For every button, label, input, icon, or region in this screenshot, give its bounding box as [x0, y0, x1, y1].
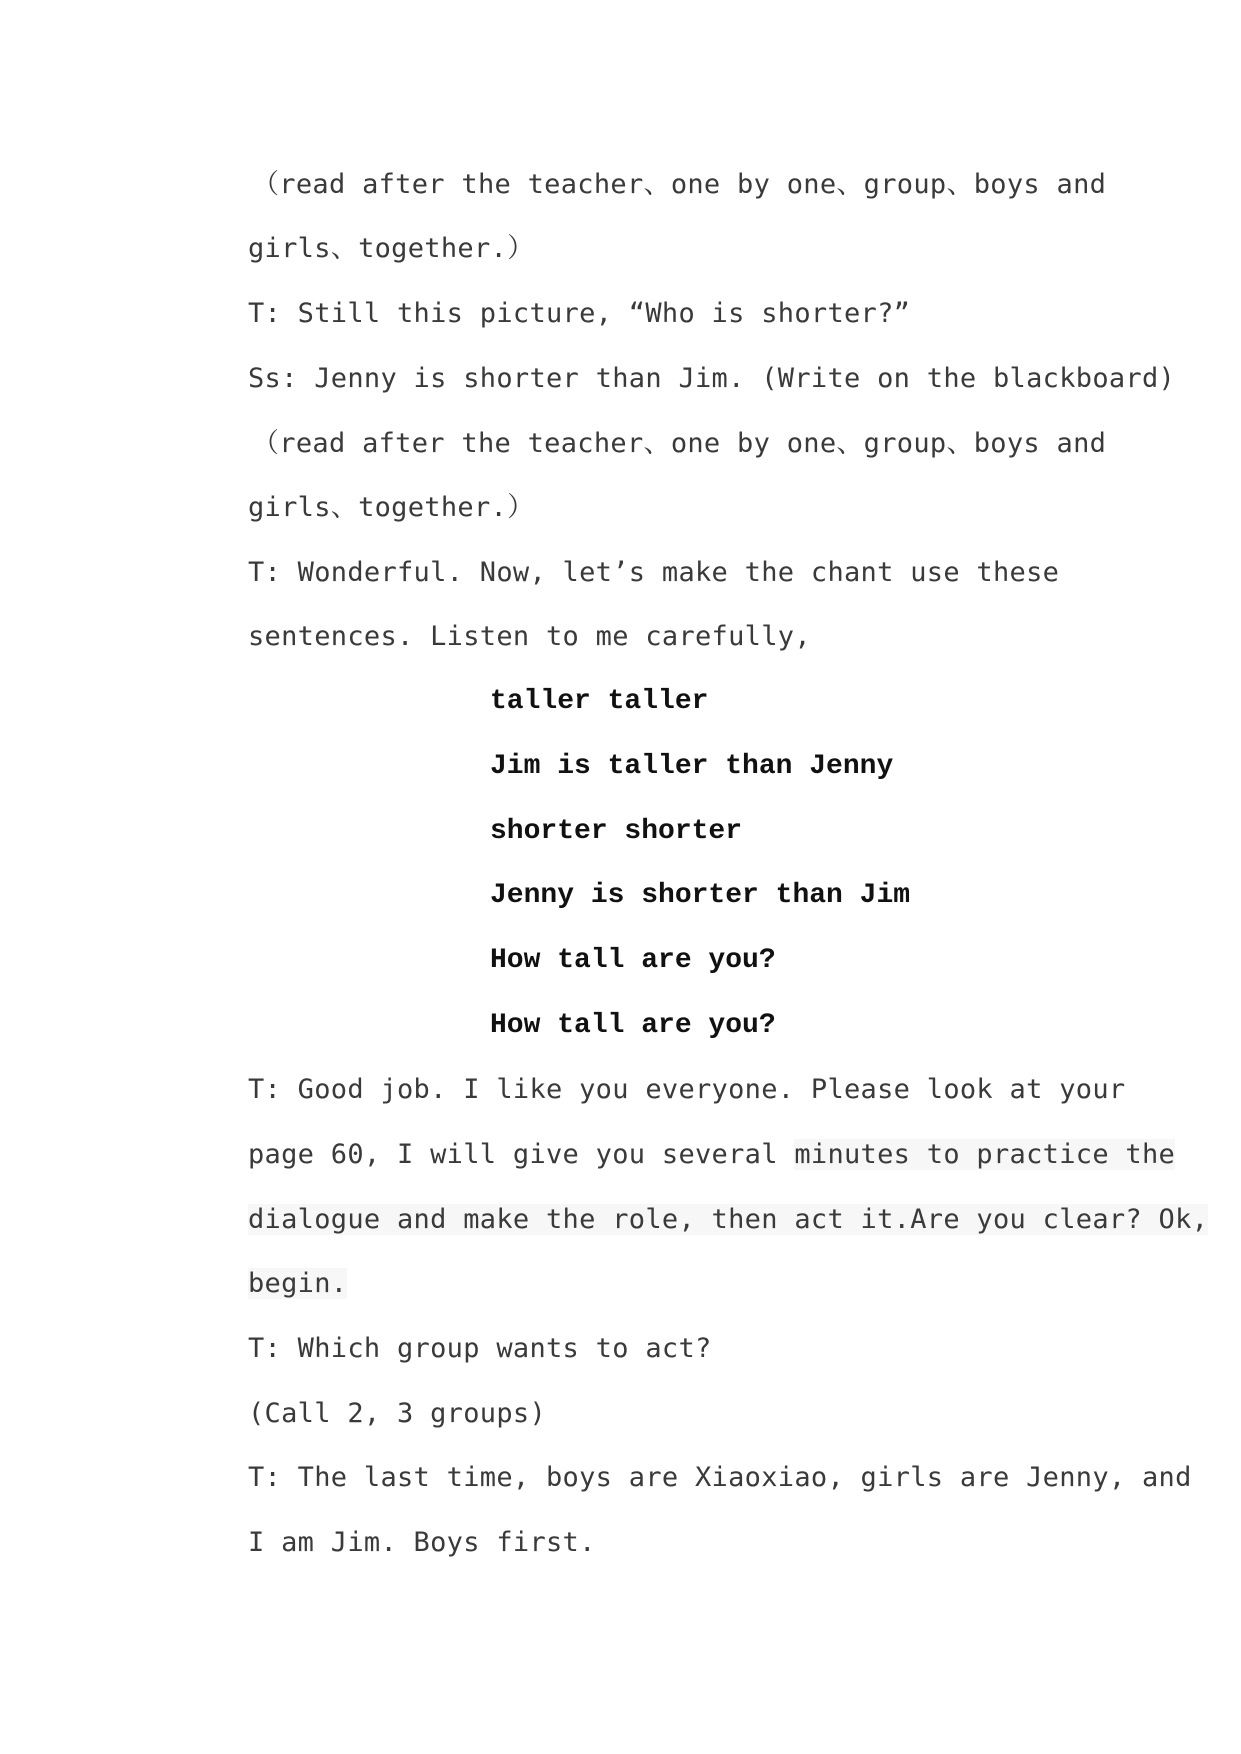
paragraph-line: (Call 2, 3 groups) [248, 1398, 546, 1429]
paragraph-line: girls、together.） [248, 233, 535, 264]
paragraph-line: T: The last time, boys are Xiaoxiao, girls are Jenny, and [248, 1462, 1192, 1493]
chant-line: shorter shorter [490, 816, 743, 847]
highlighted-text: minutes to practice the [794, 1139, 1176, 1170]
paragraph-line: T: Still this picture, “Who is shorter?” [248, 298, 911, 329]
paragraph-line [248, 1203, 1208, 1237]
paragraph-line [248, 1138, 1175, 1172]
highlighted-text: begin. [248, 1268, 348, 1299]
paragraph-line: sentences. Listen to me carefully, [248, 621, 811, 652]
text-segment: page 60, I will give you several [248, 1139, 795, 1170]
paragraph-line: T: Wonderful. Now, let’s make the chant use these [248, 557, 1060, 588]
chant-line: Jenny is shorter than Jim [490, 880, 911, 911]
paragraph-line: girls、together.） [248, 492, 535, 523]
paragraph-line: T: Good job. I like you everyone. Please look at your [248, 1074, 1126, 1105]
paragraph-line: T: Which group wants to act? [248, 1333, 712, 1364]
chant-line: How tall are you? [490, 945, 776, 976]
paragraph-line [248, 1267, 347, 1301]
paragraph-line: I am Jim. Boys first. [248, 1527, 596, 1558]
paragraph-line: Ss: Jenny is shorter than Jim. (Write on the blackboard) [248, 363, 1176, 394]
chant-line: taller taller [490, 686, 709, 717]
highlighted-text: dialogue and make the role, then act it.Are you clear? Ok, [248, 1204, 1209, 1235]
paragraph-line: （read after the teacher、one by one、group、boys and [252, 169, 1107, 200]
chant-line: Jim is taller than Jenny [490, 751, 894, 782]
paragraph-line: （read after the teacher、one by one、group、boys and [252, 428, 1107, 459]
chant-line: How tall are you? [490, 1010, 776, 1041]
